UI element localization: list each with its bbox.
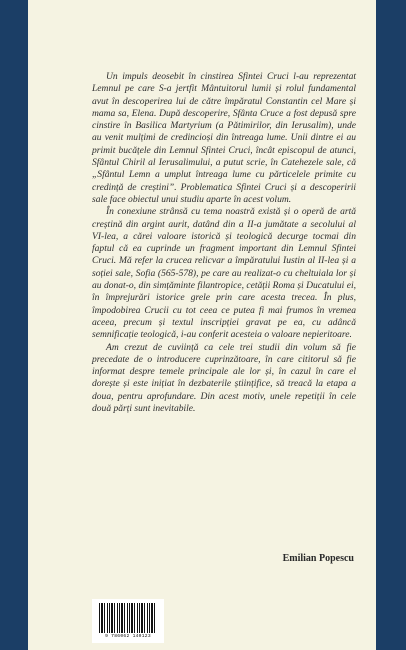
blurb-text	[92, 71, 356, 415]
barcode-bars	[99, 603, 157, 633]
blurb-paragraph-2: În conexiune strânsă cu tema noastră există și o operă de artă creștină din argint aurit, datând din a II-a jumătate a secolului al VI-lea, a cărei valoare istorică și teologică decurge tocmai din faptul că ea cuprinde un fragment important din Lemnul Sfintei Cruci. Mă refer la crucea relicvar a împăratului Iustin al II-lea și a soției sale, Sofia (565-578), pe care au realizat-o cu cheltuiala lor și au donat-o, din simțăminte filantropice, cetății Roma și Ducatului ei, în împrejurări istorice grele prin care acesta trecea. În plus, împodobirea Crucii cu tot ceea ce putea fi mai frumos în vremea aceea, precum și textul inscripției gravat pe ea, cu adâncă semnificație teologică, i-au conferit acesteia o valoare nepieritoare.	[92, 206, 356, 341]
blurb-paragraph-1: Un impuls deosebit în cinstirea Sfintei Cruci l-au reprezentat Lemnul pe care S-a jertfit Mântuitorul lumii și rolul fundamental avut în descoperirea lui de către împăratul Constantin cel Mare și mama sa, Elena. După descoperire, Sfânta Cruce a fost depusă spre cinstire în Basilica Martyrium (a Pătimirilor, din Ierusalim), unde au venit mulțimi de credincioși din întreaga lume. Unii dintre ei au primit bucățele din Lemnul Sfintei Cruci, încât episcopul de atunci, Sfântul Chiril al Ierusalimului, a putut scrie, în Catehezele sale, că „Sfântul Lemn a umplut întreaga lume cu părticelele primite cu credință de creștini”. Problematica Sfintei Cruci și a descoperirii sale face obiectul unui studiu aparte în acest volum.	[92, 71, 356, 205]
isbn-barcode	[92, 599, 164, 643]
author-name: Emilian Popescu	[282, 553, 354, 564]
barcode-digits: 9 786062 140123	[105, 634, 151, 639]
blurb-paragraph-3: Am crezut de cuviință ca cele trei studii din volum să fie precedate de o introducere cuprinzătoare, în care cititorul să fie informat despre temele principale ale lor și, în cazul în care el dorește și este inițiat în dezbaterile științifice, să treacă la etapa a doua, pentru aprofundare. Din acest motiv, unele repetiții în cele două părți sunt inevitabile.	[92, 341, 356, 415]
